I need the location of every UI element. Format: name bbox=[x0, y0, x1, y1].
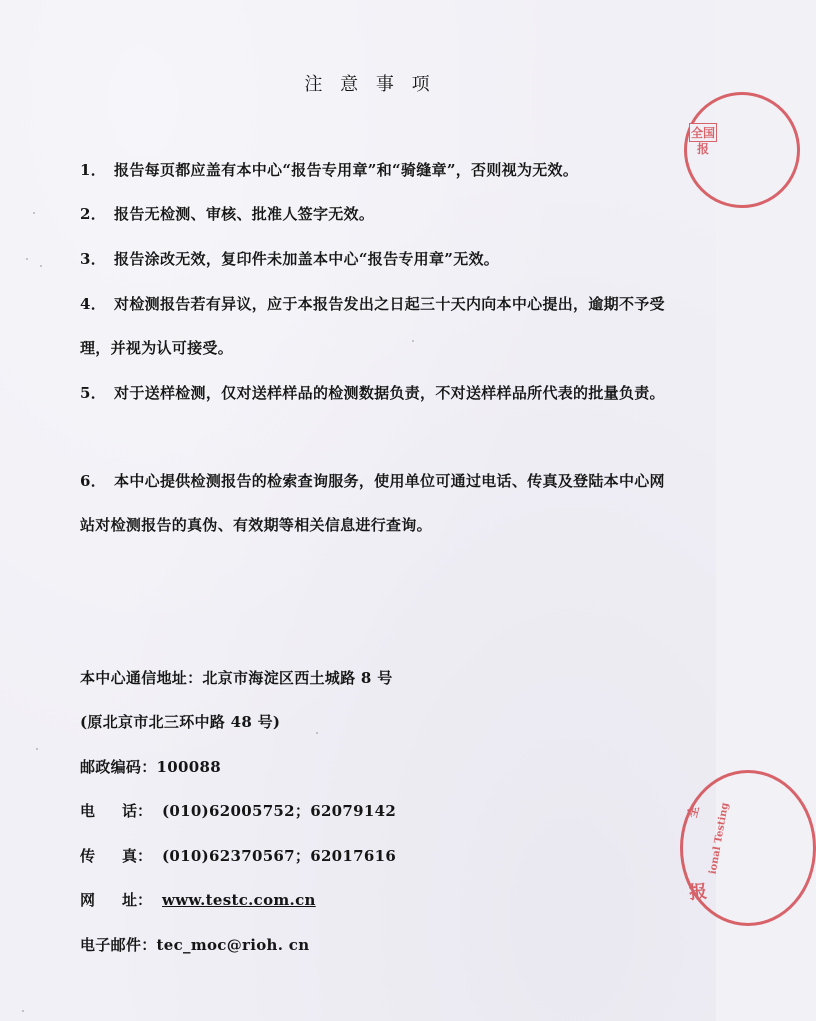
item-text: 报告涂改无效，复印件未加盖本中心“报告专用章”无效。 bbox=[114, 250, 500, 268]
seal-stamp-bottom bbox=[680, 770, 816, 926]
website-label-a: 网 bbox=[80, 891, 96, 909]
notice-item-5 bbox=[80, 371, 680, 415]
item-number: 2． bbox=[80, 205, 107, 223]
notice-item-4 bbox=[80, 282, 680, 370]
notice-item-1 bbox=[80, 148, 680, 192]
email-line bbox=[80, 934, 309, 955]
item-text: 报告无检测、审核、批准人签字无效。 bbox=[114, 205, 375, 223]
scan-speck bbox=[40, 265, 42, 267]
address-label: 本中心通信地址： bbox=[80, 669, 203, 687]
seal-text-top-2: 报 bbox=[697, 142, 710, 156]
email-label: 电子邮件： bbox=[80, 936, 157, 954]
item-number: 5． bbox=[80, 384, 107, 402]
phone-label-a: 电 bbox=[80, 802, 96, 820]
fax-line bbox=[80, 845, 396, 866]
fax-label-b: 真： bbox=[122, 847, 153, 865]
item-number: 4． bbox=[80, 295, 107, 313]
seal-stamp-top bbox=[684, 92, 800, 208]
page-title: 注 意 事 项 bbox=[304, 74, 436, 95]
fax-value: (010)62370567；62017616 bbox=[162, 847, 397, 865]
seal-text-bottom-3: 报 bbox=[688, 881, 709, 904]
item-text: 报告每页都应盖有本中心“报告专用章”和“骑缝章”，否则视为无效。 bbox=[114, 161, 579, 179]
address-line bbox=[80, 667, 393, 688]
seal-text-bottom-1: 全 bbox=[685, 804, 702, 820]
website-line bbox=[80, 889, 316, 910]
phone-line bbox=[80, 800, 396, 821]
fax-label-a: 传 bbox=[80, 847, 96, 865]
postcode-label: 邮政编码： bbox=[80, 758, 157, 776]
item-number: 3． bbox=[80, 250, 107, 268]
phone-label bbox=[80, 800, 162, 821]
notice-item-3 bbox=[80, 237, 680, 281]
scan-speck bbox=[36, 748, 38, 750]
email-value: tec_moc@rioh. cn bbox=[156, 936, 310, 954]
website-link[interactable]: www.testc.com.cn bbox=[162, 891, 316, 909]
phone-value: (010)62005752；62079142 bbox=[162, 802, 397, 820]
item-text: 对于送样检测，仅对送样样品的检测数据负责，不对送样样品所代表的批量负责。 bbox=[114, 384, 665, 402]
item-text: 本中心提供检测报告的检索查询服务，使用单位可通过电话、传真及登陆本中心网站对检测报告的真伪、有效期等相关信息进行查询。 bbox=[80, 472, 665, 534]
fax-label bbox=[80, 845, 162, 866]
item-number: 6． bbox=[80, 472, 107, 490]
item-number: 1． bbox=[80, 161, 107, 179]
address-value: 北京市海淀区西土城路 8 号 bbox=[202, 669, 393, 687]
scan-speck bbox=[316, 732, 318, 734]
seal-text-bottom-2: ional Testing bbox=[707, 801, 731, 876]
seal-text-top-1: 全国 bbox=[689, 123, 717, 142]
notice-item-2 bbox=[80, 192, 680, 236]
scan-speck bbox=[26, 258, 28, 260]
item-text: 对检测报告若有异议，应于本报告发出之日起三十天内向本中心提出，逾期不予受理，并视为认可接受。 bbox=[80, 295, 665, 357]
phone-label-b: 话： bbox=[122, 802, 153, 820]
website-label-b: 址： bbox=[122, 891, 153, 909]
scan-speck bbox=[33, 212, 35, 214]
website-label bbox=[80, 889, 162, 910]
postcode-line bbox=[80, 756, 221, 777]
notice-item-6 bbox=[80, 459, 680, 547]
postcode-value: 100088 bbox=[156, 758, 221, 776]
scan-speck bbox=[412, 340, 414, 342]
scan-speck bbox=[22, 1010, 24, 1012]
old-address-line: (原北京市北三环中路 48 号) bbox=[80, 713, 281, 731]
